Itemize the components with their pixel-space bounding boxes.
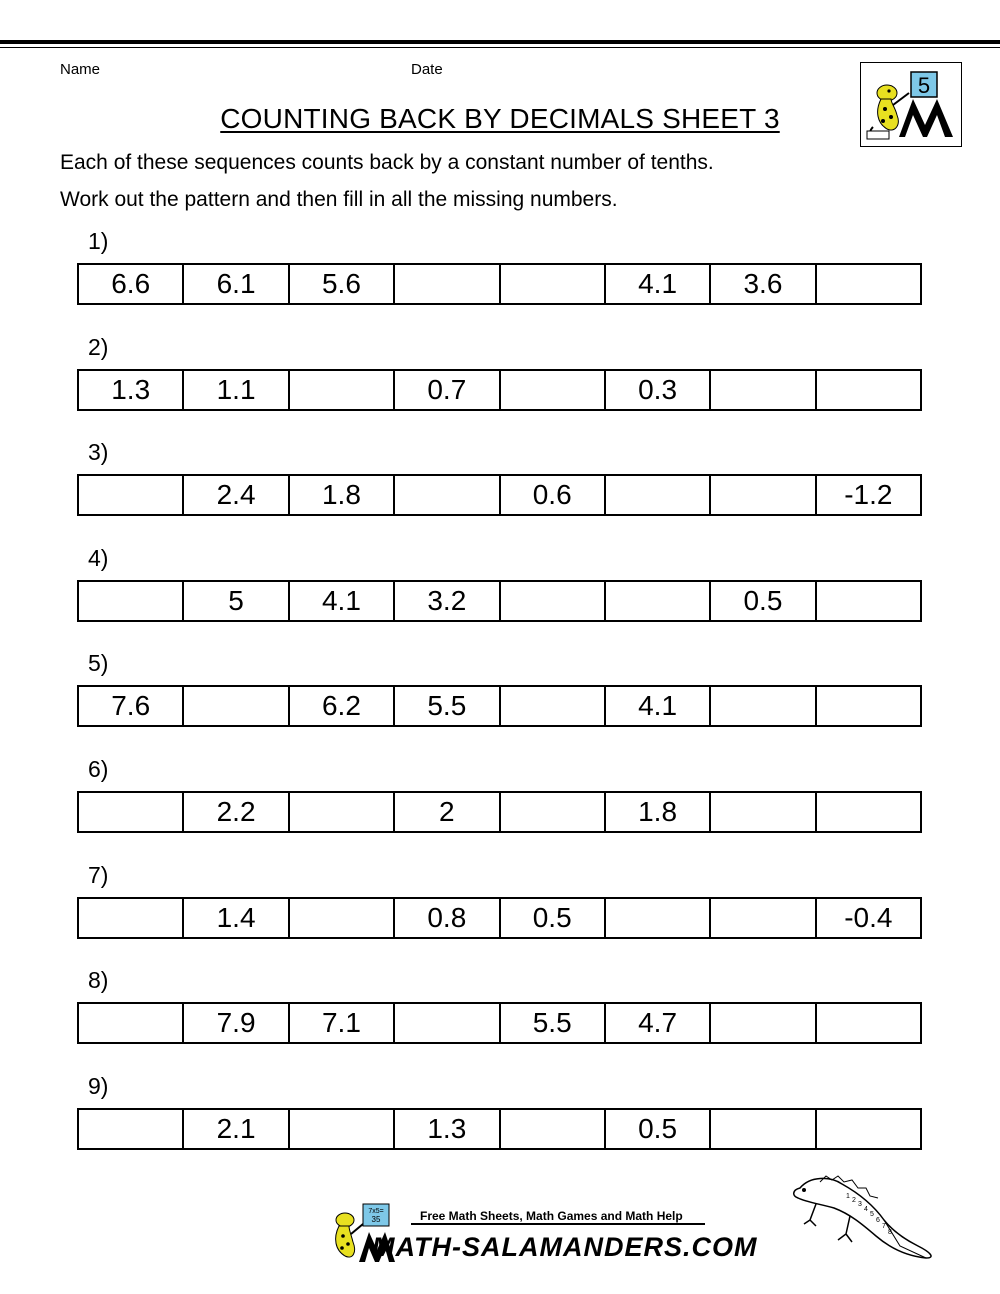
sequence-row xyxy=(77,1002,922,1044)
given-number-cell: 4.1 xyxy=(606,687,711,725)
given-number-cell: 1.4 xyxy=(184,899,289,937)
blank-answer-cell[interactable] xyxy=(290,1110,395,1148)
sequence-row xyxy=(77,369,922,411)
given-number-cell: 2.2 xyxy=(184,793,289,831)
blank-answer-cell[interactable] xyxy=(79,1004,184,1042)
blank-answer-cell[interactable] xyxy=(606,476,711,514)
question-number: 3) xyxy=(88,439,109,466)
blank-answer-cell[interactable] xyxy=(501,265,606,303)
blank-answer-cell[interactable] xyxy=(817,1110,920,1148)
blank-answer-cell[interactable] xyxy=(711,793,816,831)
blank-answer-cell[interactable] xyxy=(711,476,816,514)
instruction-line-2: Work out the pattern and then fill in all the missing numbers. xyxy=(60,188,618,211)
given-number-cell: 6.2 xyxy=(290,687,395,725)
given-number-cell: 0.5 xyxy=(606,1110,711,1148)
blank-answer-cell[interactable] xyxy=(501,687,606,725)
sequence-row xyxy=(77,1108,922,1150)
blank-answer-cell[interactable] xyxy=(395,265,500,303)
question-number: 9) xyxy=(88,1072,109,1099)
given-number-cell: 3.2 xyxy=(395,582,500,620)
blank-answer-cell[interactable] xyxy=(711,899,816,937)
given-number-cell: 1.8 xyxy=(290,476,395,514)
given-number-cell: 5.6 xyxy=(290,265,395,303)
sequence-row xyxy=(77,685,922,727)
question-number: 7) xyxy=(88,861,109,888)
blank-answer-cell[interactable] xyxy=(817,371,920,409)
given-number-cell: -0.4 xyxy=(844,901,893,933)
sequence-row xyxy=(77,474,922,516)
given-number-cell: 1.3 xyxy=(79,371,184,409)
given-number-cell: 0.8 xyxy=(395,899,500,937)
question-number: 5) xyxy=(88,650,109,677)
grade-badge-number: 5 xyxy=(917,73,931,98)
salamander-logo-icon xyxy=(861,63,961,146)
given-number-cell: 0.5 xyxy=(501,899,606,937)
given-number-cell: -1.2 xyxy=(844,479,893,511)
blank-answer-cell[interactable] xyxy=(711,687,816,725)
given-number-cell: 2.4 xyxy=(184,476,289,514)
given-number-cell: 1.3 xyxy=(395,1110,500,1148)
given-number-cell: 4.1 xyxy=(606,265,711,303)
blank-answer-cell[interactable] xyxy=(606,899,711,937)
blank-answer-cell[interactable] xyxy=(290,793,395,831)
given-number-cell: 4.1 xyxy=(290,582,395,620)
name-label: Name xyxy=(60,61,101,78)
date-label: Date xyxy=(411,61,443,78)
blank-answer-cell[interactable] xyxy=(290,371,395,409)
sequence-row xyxy=(77,580,922,622)
blank-answer-cell[interactable] xyxy=(79,476,184,514)
given-number-cell: 2.1 xyxy=(184,1110,289,1148)
blank-answer-cell[interactable] xyxy=(711,1004,816,1042)
blank-answer-cell[interactable] xyxy=(501,793,606,831)
blank-answer-cell[interactable] xyxy=(184,687,289,725)
blank-answer-cell[interactable] xyxy=(711,1110,816,1148)
question-number: 4) xyxy=(88,544,109,571)
question-number: 6) xyxy=(88,756,109,782)
footer-tagline: Free Math Sheets, Math Games and Math Help xyxy=(420,1209,683,1223)
given-number-cell: 2 xyxy=(395,793,500,831)
svg-text:6: 6 xyxy=(876,1217,880,1224)
question-number: 2) xyxy=(88,333,109,360)
blank-answer-cell[interactable] xyxy=(606,582,711,620)
given-number-cell: 1.8 xyxy=(606,793,711,831)
given-number-cell: 6.6 xyxy=(79,265,184,303)
given-number-cell: 6.1 xyxy=(184,265,289,303)
given-number-cell: 7.9 xyxy=(184,1004,289,1042)
blank-answer-cell[interactable] xyxy=(817,793,920,831)
svg-text:1: 1 xyxy=(846,1193,850,1200)
top-rule-thin xyxy=(0,47,1000,48)
blank-answer-cell[interactable] xyxy=(290,899,395,937)
sequence-row xyxy=(77,791,922,833)
given-number-cell: 1.1 xyxy=(184,371,289,409)
given-number-cell: 3.6 xyxy=(711,265,816,303)
blank-answer-cell[interactable] xyxy=(501,582,606,620)
instruction-line-1: Each of these sequences counts back by a constant number of tenths. xyxy=(60,151,714,174)
footer-site-name: MATH-SALAMANDERS.COM xyxy=(372,1232,758,1262)
given-number-cell: 5.5 xyxy=(501,1004,606,1042)
svg-text:35: 35 xyxy=(371,1215,381,1224)
blank-answer-cell[interactable] xyxy=(817,1004,920,1042)
blank-answer-cell[interactable] xyxy=(817,687,920,725)
blank-answer-cell[interactable] xyxy=(501,1110,606,1148)
sequence-row xyxy=(77,263,922,305)
svg-text:7x5=: 7x5= xyxy=(368,1208,384,1215)
blank-answer-cell[interactable] xyxy=(817,265,920,303)
given-number-cell: 5 xyxy=(184,582,289,620)
sequence-row xyxy=(77,897,922,939)
svg-text:8: 8 xyxy=(888,1229,892,1236)
blank-answer-cell[interactable] xyxy=(711,371,816,409)
given-number-cell: 4.7 xyxy=(606,1004,711,1042)
blank-answer-cell[interactable] xyxy=(395,1004,500,1042)
blank-answer-cell[interactable] xyxy=(79,582,184,620)
top-rule xyxy=(0,40,1000,44)
given-number-cell: 0.3 xyxy=(606,371,711,409)
blank-answer-cell[interactable] xyxy=(501,371,606,409)
svg-text:5: 5 xyxy=(870,1211,874,1218)
page-title: COUNTING BACK BY DECIMALS SHEET 3 xyxy=(220,103,780,134)
blank-answer-cell[interactable] xyxy=(817,582,920,620)
question-number: 1) xyxy=(88,228,109,254)
question-number: 8) xyxy=(88,967,109,994)
given-number-cell: 7.6 xyxy=(79,687,184,725)
grade-logo xyxy=(860,62,962,147)
given-number-cell: 0.6 xyxy=(501,476,606,514)
svg-text:7: 7 xyxy=(882,1223,886,1230)
svg-text:4: 4 xyxy=(864,1206,868,1213)
svg-text:3: 3 xyxy=(858,1201,862,1208)
given-number-cell: 0.5 xyxy=(711,582,816,620)
blank-answer-cell[interactable] xyxy=(79,793,184,831)
given-number-cell: 7.1 xyxy=(290,1004,395,1042)
blank-answer-cell[interactable] xyxy=(395,476,500,514)
given-number-cell: 5.5 xyxy=(395,687,500,725)
blank-answer-cell[interactable] xyxy=(79,899,184,937)
given-number-cell: 0.7 xyxy=(395,371,500,409)
salamander-drawing-icon xyxy=(780,1168,940,1263)
svg-text:2: 2 xyxy=(852,1197,856,1204)
blank-answer-cell[interactable] xyxy=(79,1110,184,1148)
